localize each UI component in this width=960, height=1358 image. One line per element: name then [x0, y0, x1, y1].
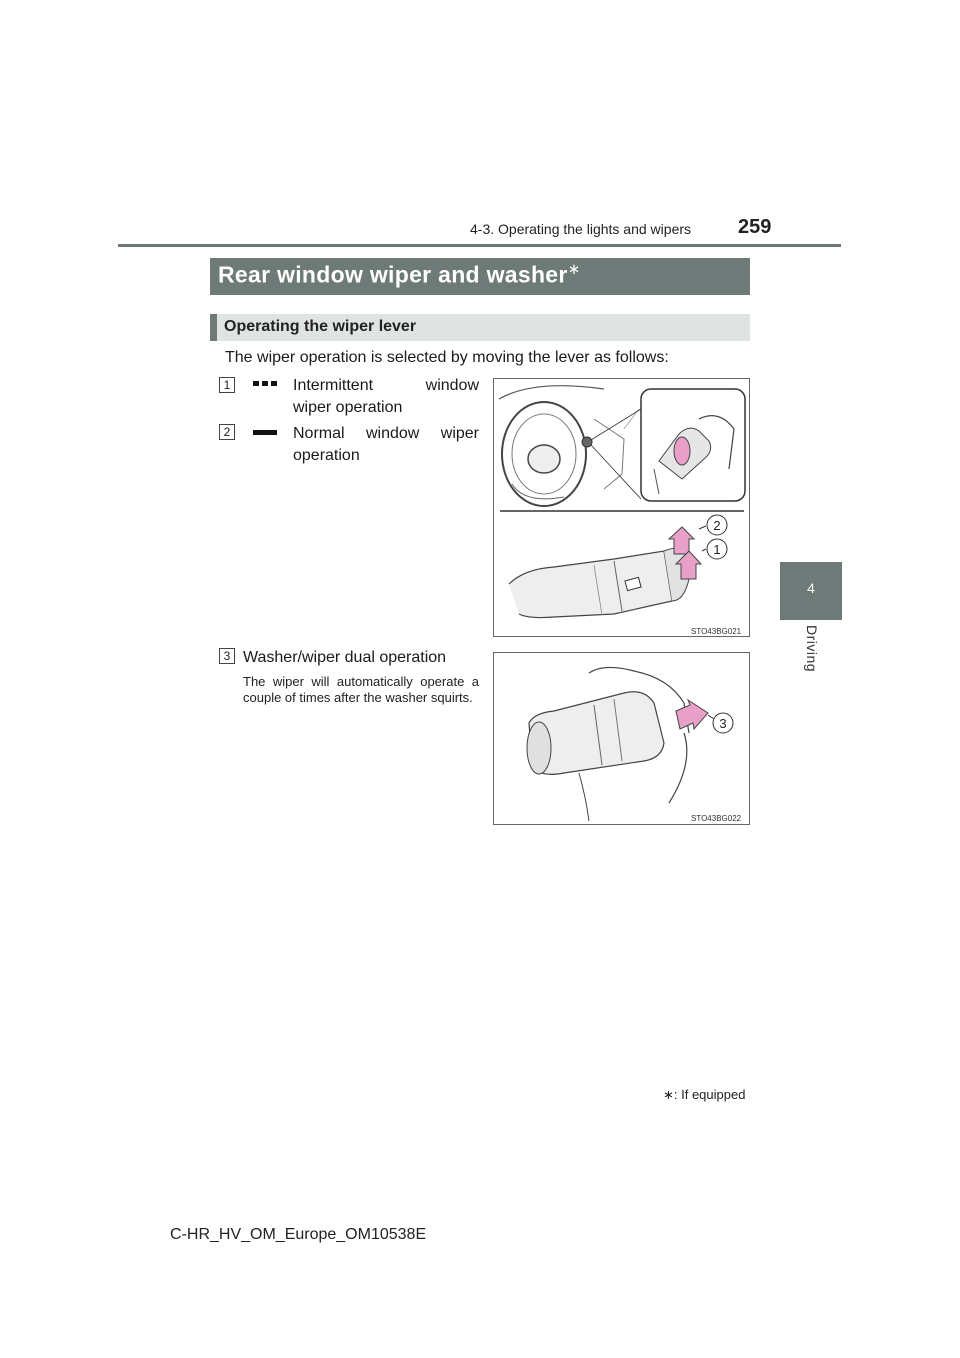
- figure-1-code: STO43BG021: [691, 627, 742, 636]
- item-1-line1: Intermittent window: [293, 377, 479, 394]
- header-rule: [118, 244, 841, 247]
- item-2-line1: Normal window wiper: [293, 425, 479, 442]
- chapter-number: 4: [807, 580, 815, 596]
- subsection-bar: [210, 314, 217, 341]
- figure-wiper-lever: [493, 378, 750, 637]
- figure-2-code: STO43BG022: [691, 814, 742, 823]
- chapter-label: Driving: [804, 625, 820, 673]
- intermittent-symbol-icon: [253, 381, 277, 387]
- item-2-number: 2: [219, 424, 235, 440]
- section-title: Rear window wiper and washer∗: [218, 261, 581, 288]
- wiper-lever-illustration: [494, 379, 749, 636]
- callout-1: 1: [713, 542, 721, 557]
- figure-washer-operation: [493, 652, 750, 825]
- item-1-number: 1: [219, 377, 235, 393]
- subsection-banner: [210, 314, 750, 341]
- item-3-number: 3: [219, 648, 235, 664]
- normal-symbol-icon: [253, 430, 277, 436]
- item-2-line2: operation: [293, 447, 360, 464]
- item-3-title: Washer/wiper dual operation: [243, 649, 447, 666]
- washer-illustration: [494, 653, 749, 824]
- document-code: C-HR_HV_OM_Europe_OM10538E: [170, 1226, 427, 1243]
- chapter-tab: [780, 562, 842, 620]
- callout-3: 3: [719, 716, 727, 731]
- if-equipped-footnote: ∗: If equipped: [663, 1087, 746, 1102]
- running-header: 4-3. Operating the lights and wipers: [470, 221, 692, 237]
- subsection-title: Operating the wiper lever: [224, 318, 417, 335]
- if-equipped-mark: ∗: [567, 261, 581, 278]
- item-3-detail: The wiper will automatically operate a couple of times after the washer squirts.: [243, 674, 479, 705]
- section-banner: [210, 258, 750, 295]
- item-1-line2: wiper operation: [293, 399, 403, 416]
- callout-2: 2: [713, 518, 721, 533]
- intro-text: The wiper operation is selected by moving the lever as follows:: [225, 349, 669, 366]
- page-number: 259: [738, 216, 772, 238]
